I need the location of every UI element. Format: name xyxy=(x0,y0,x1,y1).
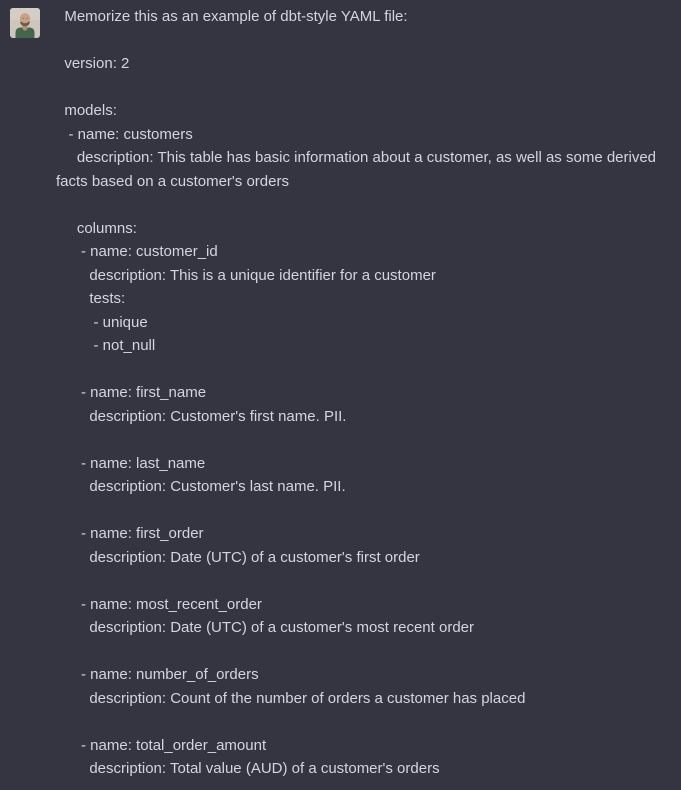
yaml-line xyxy=(56,569,656,593)
user-message-text xyxy=(56,5,656,781)
yaml-line: - unique xyxy=(56,313,148,331)
yaml-line: models: xyxy=(56,102,117,119)
yaml-line: columns: xyxy=(56,219,137,237)
yaml-line: description: This table has basic information about a customer, as well as some derived xyxy=(56,149,657,166)
user-portrait-icon xyxy=(10,8,40,38)
yaml-line xyxy=(56,640,656,664)
yaml-line: facts based on a customer's orders xyxy=(56,172,289,190)
yaml-line xyxy=(56,76,656,100)
yaml-line: description: Date (UTC) of a customer's most recent order xyxy=(56,619,475,636)
yaml-line: description: Count of the number of orders a customer has placed xyxy=(56,689,526,707)
yaml-line: description: Total value (AUD) of a customer's orders xyxy=(56,760,440,777)
yaml-line: description: Customer's last name. PII. xyxy=(56,478,346,495)
yaml-line: - name: first_name xyxy=(56,384,207,401)
yaml-line: - name: last_name xyxy=(56,454,206,472)
yaml-line: - name: customers xyxy=(56,125,193,143)
yaml-line: description: Customer's first name. PII. xyxy=(56,407,347,425)
yaml-line: Memorize this as an example of dbt-style YAML file: xyxy=(56,8,408,25)
yaml-line: - not_null xyxy=(56,337,156,354)
yaml-line xyxy=(56,499,656,523)
yaml-line: - name: customer_id xyxy=(56,243,218,260)
yaml-line: description: This is a unique identifier for a customer xyxy=(56,266,436,284)
yaml-line: - name: first_order xyxy=(56,525,204,542)
yaml-line: - name: most_recent_order xyxy=(56,595,262,613)
yaml-line xyxy=(56,428,656,452)
yaml-line xyxy=(56,29,656,53)
yaml-line: - name: number_of_orders xyxy=(56,666,259,683)
yaml-line: - name: total_order_amount xyxy=(56,736,267,754)
user-avatar xyxy=(10,8,40,38)
yaml-line: version: 2 xyxy=(56,55,130,72)
yaml-line xyxy=(56,710,656,734)
yaml-line xyxy=(56,358,656,382)
yaml-line: description: Date (UTC) of a customer's first order xyxy=(56,548,420,566)
yaml-line: tests: xyxy=(56,290,126,307)
yaml-line xyxy=(56,193,656,217)
